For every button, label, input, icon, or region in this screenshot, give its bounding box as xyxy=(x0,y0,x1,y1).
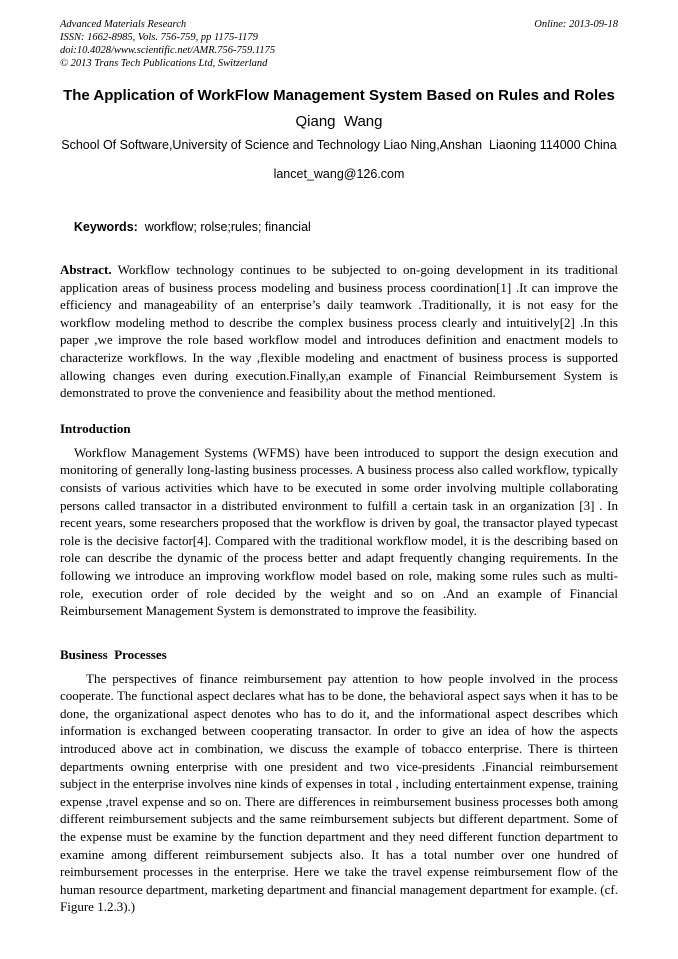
section-heading-introduction: Introduction xyxy=(60,420,131,436)
keywords-text: workflow; rolse;rules; financial xyxy=(137,220,311,234)
keywords-label: Keywords: xyxy=(73,220,138,234)
abstract-paragraph xyxy=(60,261,618,402)
journal-name: Advanced Materials Research xyxy=(60,19,187,30)
journal-issn-line: ISSN: 1662-8985, Vols. 756-759, pp 1175-1179 xyxy=(60,32,258,43)
journal-copyright-line: © 2013 Trans Tech Publications Ltd, Switzerland xyxy=(60,58,268,69)
journal-header xyxy=(60,18,618,70)
author-email: lancet_wang@126.com xyxy=(273,167,405,181)
section-paragraph-business-processes: The perspectives of finance reimbursement pay attention to how people involved in the process cooperate. The functional aspect declares what has to be done, the behavioral aspect says when it has to be done, the organizational aspect denotes who has to do it, and the informational aspect describes which information is exchanged between cooperating transactor. In order to give an idea of how the aspects introduced above act in combination, we discuss the example of tobacco enterprise. There is thirteen departments owning enterprise with one president and two vice-presidents .Financial reimbursement subject in the enterprise involves nine kinds of expenses in total , including entertainment expense, training expense ,travel expense and so on. There are differences in reimbursement business processes both among different reimbursement subjects and the same reimbursement subjects but different department. Some of the expense must be examine by the function department and they need different function department to examine among different reimbursement subjects also. It has a total number over one hundred of reimbursement processes in the enterprise. Here we take the travel expense reimbursement flow of the human resource department, marketing department and financial management department for example. (cf. Figure 1.2.3).) xyxy=(60,670,618,915)
keywords-line xyxy=(60,203,618,251)
author-affiliation: School Of Software,University of Science and Technology Liao Ning,Anshan Liaoning 114000 China xyxy=(61,138,617,152)
abstract-label: Abstract. xyxy=(60,262,112,277)
section-paragraph-introduction: Workflow Management Systems (WFMS) have been introduced to support the design execution and monitoring of generally long-lasting business processes. A business process also called workflow, typically consists of various activities which have to be executed in some order involving multiple collaborating persons called transactor in a distributed environment to fulfill a certain task in an organization [3] . In recent years, some researchers proposed that the workflow is driven by goal, the transactor played typecast role is the decisive factor[4]. Compared with the traditional workflow model, it is the describing based on role can describe the dynamic of the process better and adapt frequently changing requirements. In the following we introduce an improving workflow model based on role, making some rules such as multi-role, execution order of role decided by the weight and so on .And an example of Financial Reimbursement Management System is demonstrated to improve the feasibility. xyxy=(60,444,618,619)
paper-title: The Application of WorkFlow Management System Based on Rules and Roles xyxy=(63,87,615,104)
online-date: Online: 2013-09-18 xyxy=(534,19,618,30)
journal-header-left xyxy=(60,18,275,70)
abstract-text: Workflow technology continues to be subjected to on-going development in its traditional application areas of business process modeling and business process coordination[1] .It can improve the efficiency and manageability of an enterprise’s daily teamwork .Traditionally, it is not easy for the workflow modeling method to describe the complex business process clearly and intuitively[2] .In this paper ,we improve the role based workflow model and introduces definition and enactment models to characterize workflows. In the way ,flexible modeling and enactment of business process is supported allowing changes even during execution.Finally,an example of Financial Reimbursement System is demonstrated to prove the convenience and feasibility about the method mentioned. xyxy=(60,262,618,401)
author-name: Qiang Wang xyxy=(295,113,383,130)
journal-doi-line: doi:10.4028/www.scientific.net/AMR.756-759.1175 xyxy=(60,45,276,56)
section-heading-business-processes: Business Processes xyxy=(60,646,167,662)
